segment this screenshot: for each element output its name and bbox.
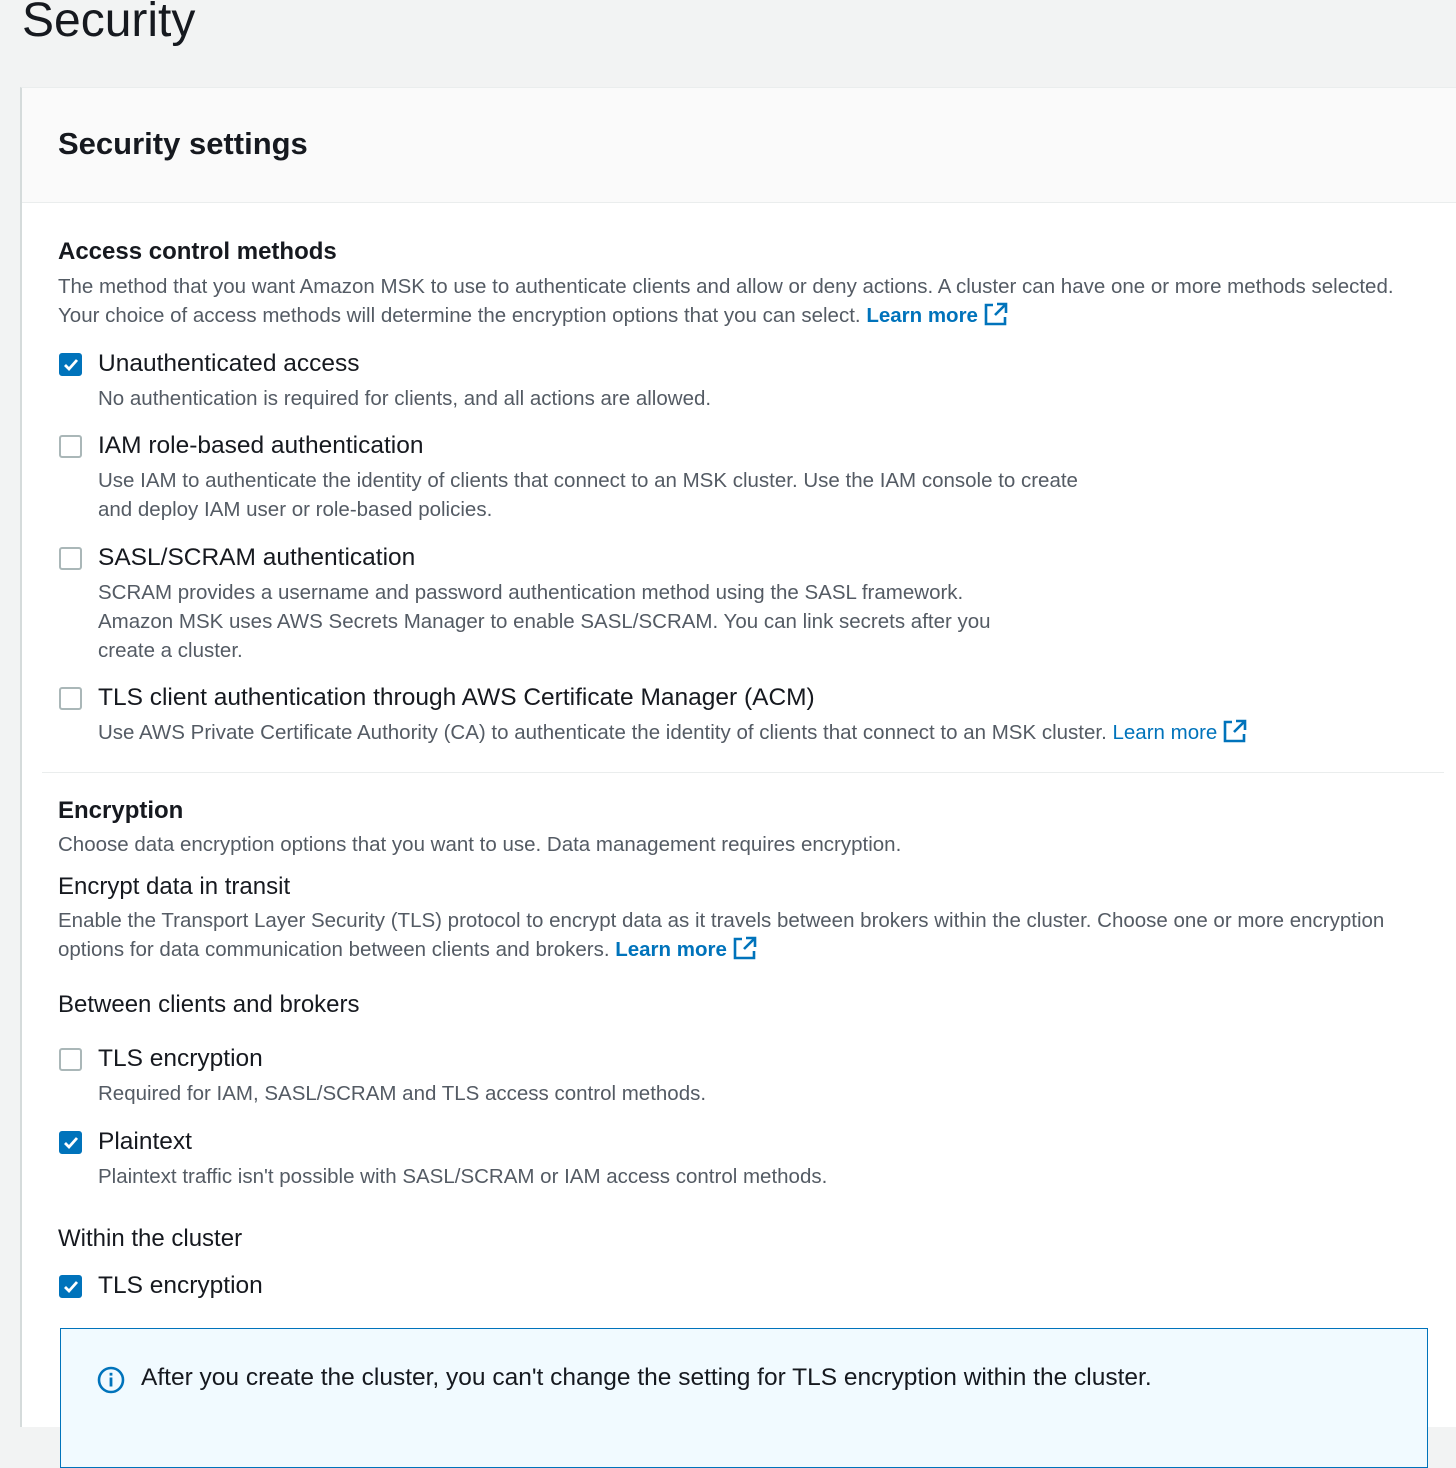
encryption-heading: Encryption bbox=[58, 797, 184, 824]
access-control-learn-more-link[interactable] bbox=[866, 304, 1008, 327]
tls-acm-description bbox=[98, 718, 1247, 747]
access-control-description-text: The method that you want Amazon MSK to use to authenticate clients and allow or deny actions. A cluster can have one or more methods selected. Your choice of access methods will determine the encryption options that you can select. bbox=[58, 275, 1394, 327]
learn-more-label: Learn more bbox=[1112, 721, 1218, 744]
cluster-tls-encryption-checkbox[interactable] bbox=[59, 1275, 82, 1298]
tls-acm-checkbox[interactable] bbox=[59, 687, 82, 710]
tls-info-alert bbox=[60, 1328, 1428, 1468]
encrypt-in-transit-description-text: Enable the Transport Layer Security (TLS) protocol to encrypt data as it travels between brokers within the cluster. Choose one or more encryption options for data communication between clients and brokers. bbox=[58, 909, 1385, 961]
panel-header bbox=[22, 88, 1456, 203]
section-divider bbox=[42, 772, 1444, 773]
check-icon bbox=[62, 356, 79, 373]
iam-authentication-description: Use IAM to authenticate the identity of clients that connect to an MSK cluster. Use the IAM console to create and deploy IAM user or role-based policies. bbox=[98, 469, 1078, 521]
access-control-description bbox=[58, 272, 1428, 330]
sasl-scram-checkbox[interactable] bbox=[59, 547, 82, 570]
plaintext-checkbox[interactable] bbox=[59, 1131, 82, 1154]
tls-acm-label[interactable]: TLS client authentication through AWS Certificate Manager (ACM) bbox=[98, 684, 815, 711]
encrypt-in-transit-heading: Encrypt data in transit bbox=[58, 873, 291, 900]
check-icon bbox=[62, 1278, 79, 1295]
clients-tls-encryption-description: Required for IAM, SASL/SCRAM and TLS access control methods. bbox=[98, 1082, 707, 1105]
iam-authentication-checkbox[interactable] bbox=[59, 435, 82, 458]
alert-message: After you create the cluster, you can't change the setting for TLS encryption within the cluster. bbox=[141, 1364, 1152, 1391]
encrypt-in-transit-description bbox=[58, 906, 1418, 964]
panel-title: Security settings bbox=[58, 126, 308, 161]
unauthenticated-access-label[interactable]: Unauthenticated access bbox=[98, 350, 360, 377]
sasl-scram-description: SCRAM provides a username and password authentication method using the SASL framework. Amazon MSK uses AWS Secrets Manager to enable SASL/SCRAM. You can link secrets after you create a cluster. bbox=[98, 581, 991, 662]
external-link-icon bbox=[984, 302, 1008, 326]
encrypt-in-transit-learn-more-link[interactable] bbox=[615, 938, 757, 961]
page-title: Security bbox=[22, 0, 196, 47]
external-link-icon bbox=[1223, 719, 1247, 743]
unauthenticated-access-checkbox[interactable] bbox=[59, 353, 82, 376]
info-icon bbox=[97, 1366, 125, 1394]
tls-acm-description-text: Use AWS Private Certificate Authority (CA) to authenticate the identity of clients that connect to an MSK cluster. bbox=[98, 721, 1107, 744]
sasl-scram-label[interactable]: SASL/SCRAM authentication bbox=[98, 544, 416, 571]
encryption-description: Choose data encryption options that you want to use. Data management requires encryption. bbox=[58, 833, 902, 856]
clients-tls-encryption-label[interactable]: TLS encryption bbox=[98, 1045, 263, 1072]
access-control-heading: Access control methods bbox=[58, 238, 337, 265]
plaintext-description: Plaintext traffic isn't possible with SASL/SCRAM or IAM access control methods. bbox=[98, 1165, 828, 1188]
external-link-icon bbox=[733, 936, 757, 960]
check-icon bbox=[62, 1134, 79, 1151]
within-cluster-heading: Within the cluster bbox=[58, 1225, 243, 1252]
clients-tls-encryption-checkbox[interactable] bbox=[59, 1048, 82, 1071]
iam-authentication-label[interactable]: IAM role-based authentication bbox=[98, 432, 424, 459]
plaintext-label[interactable]: Plaintext bbox=[98, 1128, 192, 1155]
learn-more-label: Learn more bbox=[866, 304, 978, 327]
security-settings-panel bbox=[20, 87, 1456, 1427]
learn-more-label: Learn more bbox=[615, 938, 727, 961]
tls-acm-learn-more-link[interactable] bbox=[1112, 721, 1247, 744]
unauthenticated-access-description: No authentication is required for clients, and all actions are allowed. bbox=[98, 387, 712, 410]
cluster-tls-encryption-label[interactable]: TLS encryption bbox=[98, 1272, 263, 1299]
between-clients-heading: Between clients and brokers bbox=[58, 991, 360, 1018]
